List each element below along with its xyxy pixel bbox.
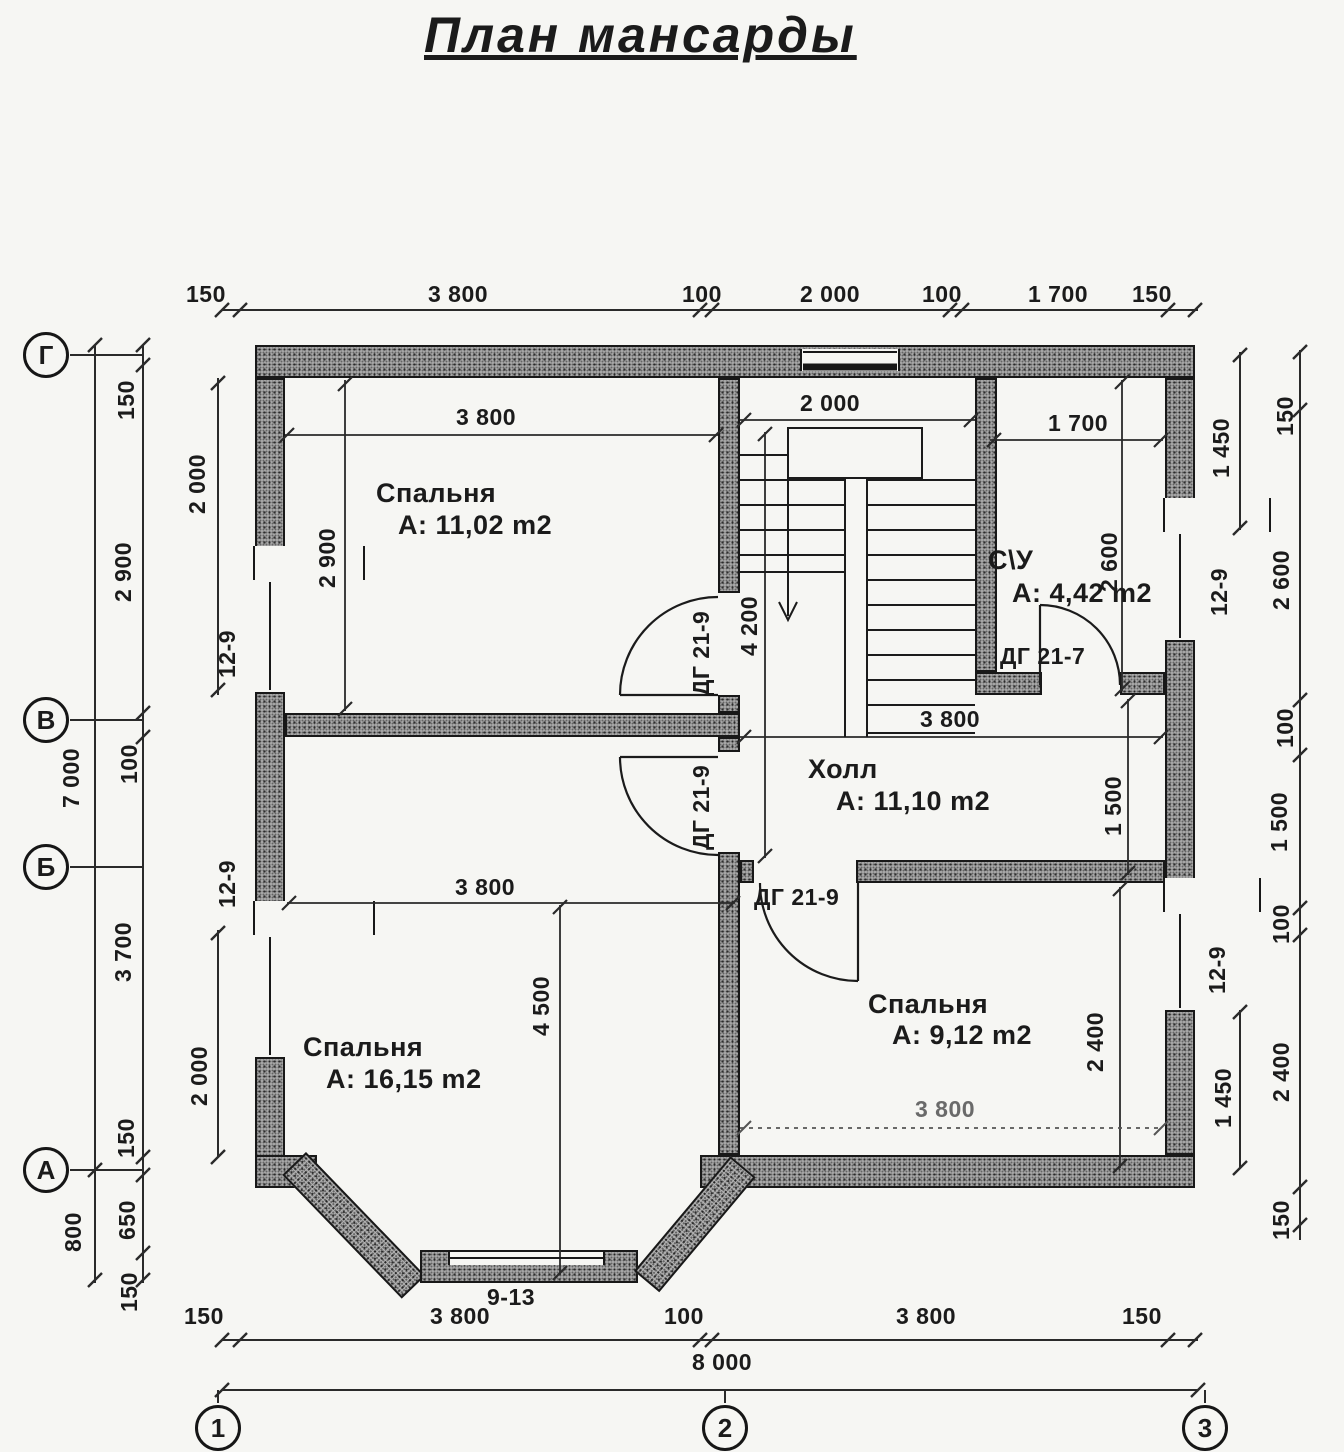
dim-label: 100 [1268, 904, 1294, 944]
dim-label: 3 800 [430, 1303, 491, 1329]
dim-label: 2 000 [186, 1045, 212, 1106]
room-area: A: 11,02 m2 [398, 510, 553, 540]
dim-label: 100 [116, 744, 142, 784]
dim-label: 2 400 [1082, 1011, 1108, 1072]
dim-label: 3 800 [456, 404, 517, 430]
dim-label: 2 900 [314, 527, 340, 588]
dim-label: 2 000 [800, 390, 861, 416]
dim-label: 2 600 [1096, 531, 1122, 592]
dim-label: 3 800 [920, 706, 981, 732]
dim-label: 3 800 [455, 874, 516, 900]
window-mark: 12-9 [214, 629, 240, 678]
room-area: A: 9,12 m2 [892, 1020, 1033, 1050]
dim-label: 4 200 [736, 595, 762, 656]
dim-label: 1 700 [1048, 410, 1109, 436]
dim-label: 1 700 [1028, 281, 1089, 307]
axis-label: А [36, 1154, 56, 1185]
door-mark: ДГ 21-9 [754, 884, 840, 910]
dim-label: 150 [1272, 396, 1298, 436]
page-title: План мансарды [424, 7, 857, 63]
axis-label: В [36, 704, 56, 735]
dim-label: 150 [113, 380, 139, 420]
window-mark: 12-9 [1204, 945, 1230, 994]
dim-label: 150 [186, 281, 226, 307]
dim-label: 3 800 [915, 1096, 976, 1122]
dim-label: 1 450 [1208, 417, 1234, 478]
dim-label: 650 [114, 1200, 140, 1240]
stairs [740, 428, 975, 737]
axis-row-G [23, 332, 69, 378]
dim-label: 1 500 [1100, 775, 1126, 836]
dim-label: 2 900 [110, 541, 136, 602]
dim-label: 2 000 [184, 453, 210, 514]
dim-label: 100 [1272, 708, 1298, 748]
dim-label: 2 000 [800, 281, 861, 307]
axis-row-A [23, 1147, 69, 1193]
dim-label: 800 [60, 1212, 86, 1252]
door-mark: ДГ 21-7 [1000, 643, 1086, 669]
axis-label: 3 [1197, 1412, 1213, 1443]
dim-label: 100 [664, 1303, 704, 1329]
room-name: Спальня [303, 1032, 424, 1062]
dim-label: 7 000 [58, 747, 84, 808]
axis-col-2 [702, 1405, 748, 1451]
dim-label: 4 500 [528, 975, 554, 1036]
dim-label: 150 [184, 1303, 224, 1329]
window-mark: 12-9 [214, 859, 240, 908]
dim-label: 3 800 [428, 281, 489, 307]
axis-col-3 [1182, 1405, 1228, 1451]
axis-label: Б [36, 851, 56, 882]
axis-label: 2 [717, 1412, 733, 1443]
dim-label: 2 400 [1268, 1041, 1294, 1102]
dim-label: 2 600 [1268, 549, 1294, 610]
door-mark: ДГ 21-9 [688, 764, 714, 850]
room-name: Спальня [376, 478, 497, 508]
dim-label: 100 [922, 281, 962, 307]
dim-label: 1 500 [1266, 791, 1292, 852]
dim-label: 1 450 [1210, 1067, 1236, 1128]
room-area: A: 4,42 m2 [1012, 578, 1153, 608]
dim-label: 100 [682, 281, 722, 307]
dim-label: 150 [113, 1118, 139, 1158]
dim-label: 150 [1122, 1303, 1162, 1329]
dim-label-total: 8 000 [692, 1349, 753, 1375]
dim-label: 150 [1268, 1200, 1294, 1240]
axis-label: 1 [210, 1412, 226, 1443]
room-name: С\У [988, 545, 1034, 575]
door-mark: ДГ 21-9 [688, 610, 714, 696]
dim-label: 3 700 [110, 921, 136, 982]
axis-col-1 [195, 1405, 241, 1451]
axis-row-V [23, 697, 69, 743]
room-area: A: 16,15 m2 [326, 1064, 482, 1094]
dim-label: 3 800 [896, 1303, 957, 1329]
dim-label: 150 [1132, 281, 1172, 307]
dim-label: 150 [116, 1272, 142, 1312]
axis-row-B [23, 844, 69, 890]
room-name: Спальня [868, 989, 989, 1019]
room-name: Холл [808, 754, 878, 784]
window-mark-bay: 9-13 [487, 1284, 536, 1310]
axis-label: Г [38, 339, 54, 370]
stair-direction-arrow [779, 468, 797, 620]
room-area: A: 11,10 m2 [836, 786, 991, 816]
window-mark: 12-9 [1206, 567, 1232, 616]
